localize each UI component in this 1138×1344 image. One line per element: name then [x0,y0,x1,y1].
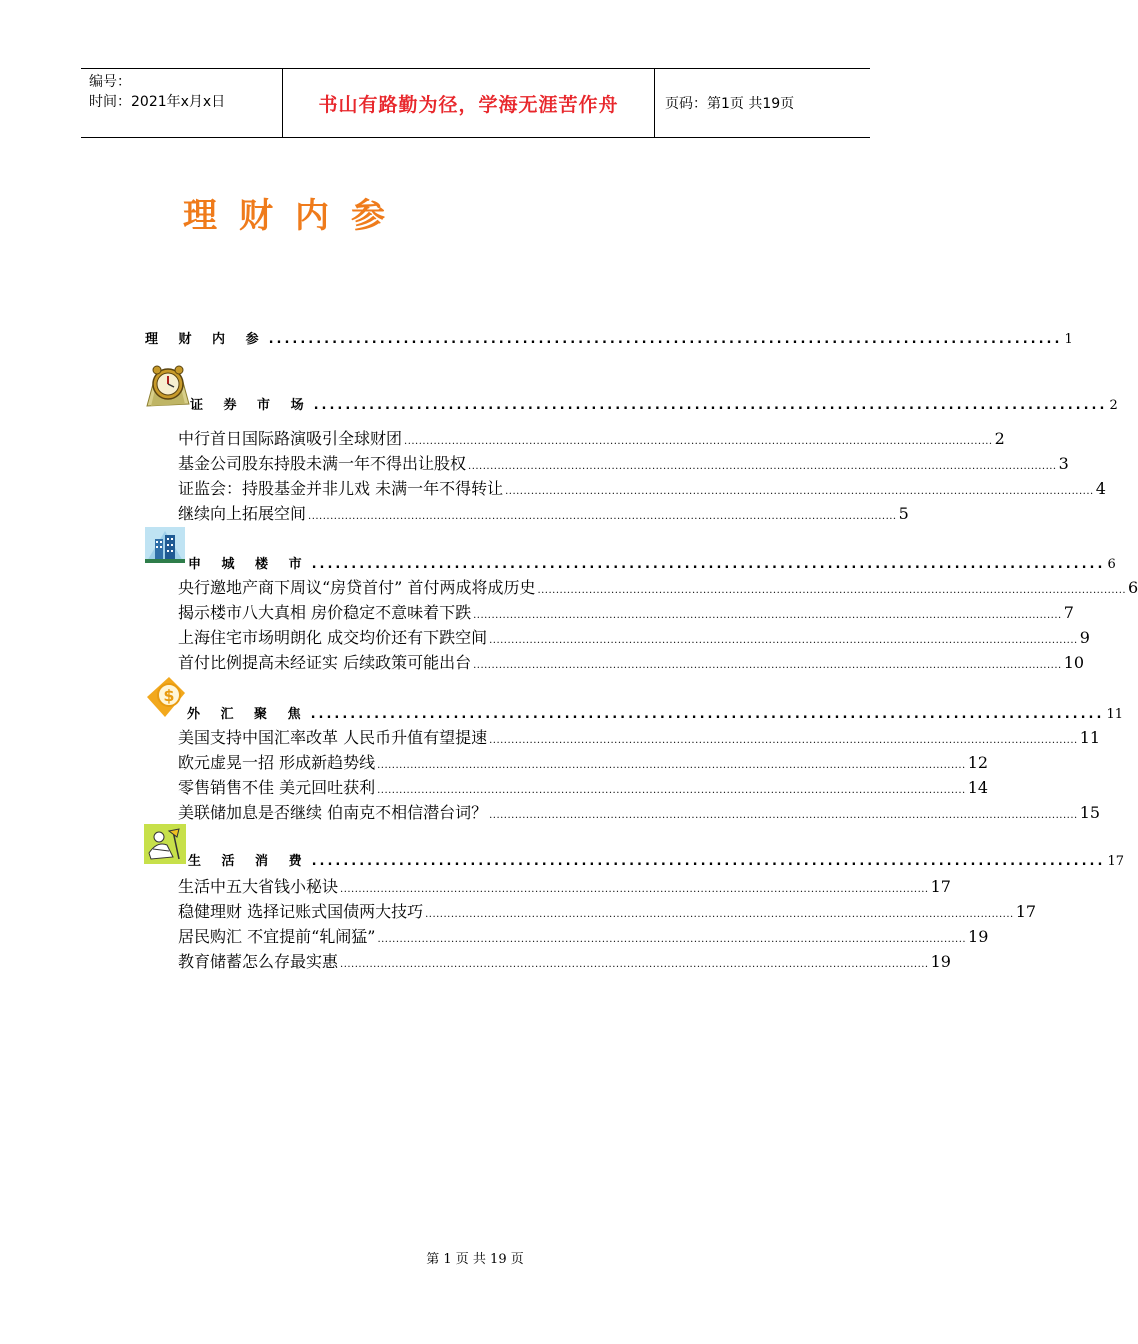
toc-page-number: 2 [994,429,1005,448]
number-label: 编号： [89,74,131,90]
toc-page-number: 17 [1107,854,1124,869]
toc-page-number: 14 [967,778,989,797]
toc-section-label: 外 汇 聚 焦 [187,707,309,722]
svg-text:$: $ [163,686,175,705]
toc-leader: ................................................................................................................................................................ [377,934,967,945]
toc-section-label: 申 城 楼 市 [188,557,310,572]
toc-section-consumer-life[interactable] [188,850,1124,869]
toc-article-title: 生活中五大省钱小秘诀 [178,877,339,896]
toc-leader: .................................................................................................... [311,557,1106,572]
toc-article[interactable] [178,924,989,947]
toc-page-number: 1 [1064,332,1073,347]
toc-section-securities[interactable] [190,394,1118,413]
toc-page-number: 19 [968,927,989,946]
toc-article[interactable] [178,899,1037,922]
toc-leader: ................................................................................................................................................................ [505,486,1094,497]
toc-section-forex[interactable] [187,703,1123,722]
toc-main-label: 理 财 内 参 [145,332,267,347]
toc-section-label: 证 券 市 场 [190,398,312,413]
toc-page-number: 11 [1106,707,1123,722]
toc-article-title: 基金公司股东持股未满一年不得出让股权 [178,454,467,473]
toc-leader: ................................................................................................................................................................ [489,635,1078,646]
dollar-coin-icon [143,675,187,719]
toc-article[interactable] [178,600,1074,623]
toc-leader: ................................................................................................................................................................ [537,585,1127,596]
toc-article-title: 央行邀地产商下周议“房贷首付” 首付两成将成历史 [178,578,536,597]
toc-page-number: 7 [1063,603,1074,622]
toc-article[interactable] [178,575,1138,598]
toc-article-title: 证监会：持股基金并非儿戏 未满一年不得转让 [178,479,504,498]
toc-article-title: 零售销售不佳 美元回吐获利 [178,778,376,797]
toc-page-number: 17 [930,877,951,896]
toc-page-number: 6 [1128,578,1138,597]
toc-page-number: 17 [1015,902,1037,921]
toc-article-title: 美联储加息是否继续 伯南克不相信潜台词？ [178,803,488,822]
header-page-info: 页码：第1页 共19页 [665,96,795,112]
toc-article[interactable] [178,476,1106,499]
toc-leader: ................................................................................................................................................................ [468,461,1057,472]
toc-article[interactable] [178,949,951,972]
toc-article-title: 美国支持中国汇率改革 人民币升值有望提速 [178,728,488,747]
toc-page-number: 15 [1079,803,1101,822]
toc-article-title: 揭示楼市八大真相 房价稳定不意味着下跌 [178,603,472,622]
toc-article[interactable] [178,501,909,524]
toc-article-title: 欧元虚晃一招 形成新趋势线 [178,753,376,772]
toc-page-number: 19 [930,952,951,971]
toc-article-title: 居民购汇 不宜提前“轧闹猛” [178,927,376,946]
alarm-clock-icon [143,362,191,410]
toc-leader: ................................................................................................................................................................ [377,785,966,796]
toc-article-title: 教育储蓄怎么存最实惠 [178,952,339,971]
toc-leader: ................................................................................................................................................................ [473,610,1062,621]
toc-leader: ................................................................................................................................................................ [425,909,1014,920]
toc-page-number: 2 [1109,398,1118,413]
toc-page-number: 4 [1095,479,1106,498]
toc-section-real-estate[interactable] [188,553,1116,572]
toc-page-number: 10 [1063,653,1085,672]
page-footer: 第 1 页 共 19 页 [426,1252,524,1267]
toc-leader: .................................................................................................... [268,332,1063,347]
person-with-lamp-icon [143,823,187,865]
toc-page-number: 6 [1107,557,1116,572]
toc-page-number: 11 [1079,728,1101,747]
toc-leader: ................................................................................................................................................................ [404,436,993,447]
toc-page-number: 12 [967,753,989,772]
toc-leader: ................................................................................................................................................................ [489,735,1078,746]
toc-article[interactable] [178,451,1069,474]
toc-leader: ................................................................................................................................................................ [340,884,929,895]
toc-article[interactable] [178,650,1085,673]
toc-article-title: 首付比例提高未经证实 后续政策可能出台 [178,653,472,672]
time-label: 时间：2021年x月x日 [89,94,226,110]
toc-page-number: 3 [1058,454,1069,473]
toc-leader: ................................................................................................................................................................ [308,511,897,522]
toc-leader: .................................................................................................... [313,398,1108,413]
page-header [81,68,870,138]
toc-section-label: 生 活 消 费 [188,854,310,869]
building-icon [143,525,187,565]
toc-main-entry[interactable] [145,328,1073,347]
toc-article[interactable] [178,725,1101,748]
toc-article[interactable] [178,775,989,798]
toc-article[interactable] [178,426,1005,449]
toc-leader: .................................................................................................... [311,854,1106,869]
toc-leader: ................................................................................................................................................................ [473,660,1062,671]
toc-article[interactable] [178,874,951,897]
toc-leader: ................................................................................................................................................................ [377,760,966,771]
toc-article-title: 继续向上拓展空间 [178,504,307,523]
toc-page-number: 9 [1079,628,1090,647]
toc-article-title: 稳健理财 选择记账式国债两大技巧 [178,902,424,921]
header-motto: 书山有路勤为径，学海无涯苦作舟 [282,69,655,137]
toc-leader: .................................................................................................... [310,707,1105,722]
toc-article-title: 中行首日国际路演吸引全球财团 [178,429,403,448]
toc-article[interactable] [178,750,989,773]
header-meta [81,69,282,137]
toc-leader: ................................................................................................................................................................ [340,959,929,970]
toc-leader: ................................................................................................................................................................ [489,810,1078,821]
toc-article-title: 上海住宅市场明朗化 成交均价还有下跌空间 [178,628,488,647]
toc-page-number: 5 [898,504,909,523]
toc-article[interactable] [178,800,1101,823]
document-title: 理财内参 [183,196,407,236]
toc-article[interactable] [178,625,1090,648]
